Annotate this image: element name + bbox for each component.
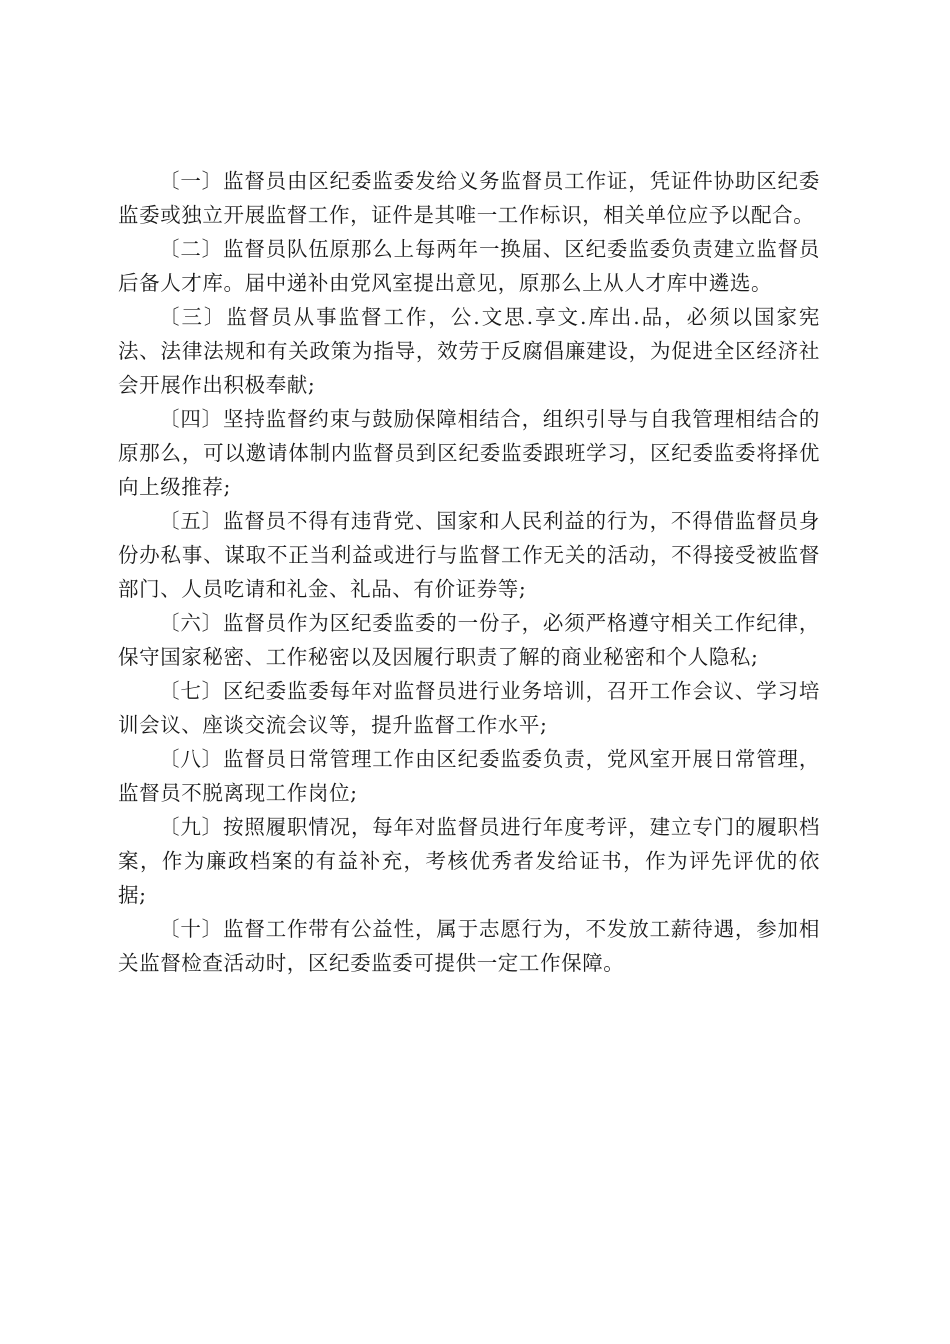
paragraph-5: 〔五〕监督员不得有违背党、国家和人民利益的行为，不得借监督员身份办私事、谋取不正当利益或进行与监督工作无关的活动，不得接受被监督部门、人员吃请和礼金、礼品、有价证券等; <box>118 509 820 601</box>
paragraph-2: 〔二〕监督员队伍原那么上每两年一换届、区纪委监委负责建立监督员后备人才库。届中递补由党风室提出意见，原那么上从人才库中遴选。 <box>118 237 820 295</box>
paragraph-10: 〔十〕监督工作带有公益性，属于志愿行为，不发放工薪待遇，参加相关监督检查活动时，区纪委监委可提供一定工作保障。 <box>118 917 820 975</box>
paragraph-8: 〔八〕监督员日常管理工作由区纪委监委负责，党风室开展日常管理，监督员不脱离现工作岗位; <box>118 747 820 805</box>
document-page <box>118 164 820 980</box>
paragraph-7: 〔七〕区纪委监委每年对监督员进行业务培训，召开工作会议、学习培训会议、座谈交流会议等，提升监督工作水平; <box>118 679 820 737</box>
paragraph-9: 〔九〕按照履职情况，每年对监督员进行年度考评，建立专门的履职档案，作为廉政档案的有益补充，考核优秀者发给证书，作为评先评优的依据; <box>118 815 820 907</box>
paragraph-4: 〔四〕坚持监督约束与鼓励保障相结合，组织引导与自我管理相结合的原那么，可以邀请体制内监督员到区纪委监委跟班学习，区纪委监委将择优向上级推荐; <box>118 407 820 499</box>
paragraph-1: 〔一〕监督员由区纪委监委发给义务监督员工作证，凭证件协助区纪委监委或独立开展监督工作，证件是其唯一工作标识，相关单位应予以配合。 <box>118 169 820 227</box>
paragraph-3: 〔三〕监督员从事监督工作，公.文思.享文.库出.品，必须以国家宪法、法律法规和有关政策为指导，效劳于反腐倡廉建设，为促进全区经济社会开展作出积极奉献; <box>118 305 820 397</box>
paragraph-6: 〔六〕监督员作为区纪委监委的一份子，必须严格遵守相关工作纪律，保守国家秘密、工作秘密以及因履行职责了解的商业秘密和个人隐私; <box>118 611 820 669</box>
